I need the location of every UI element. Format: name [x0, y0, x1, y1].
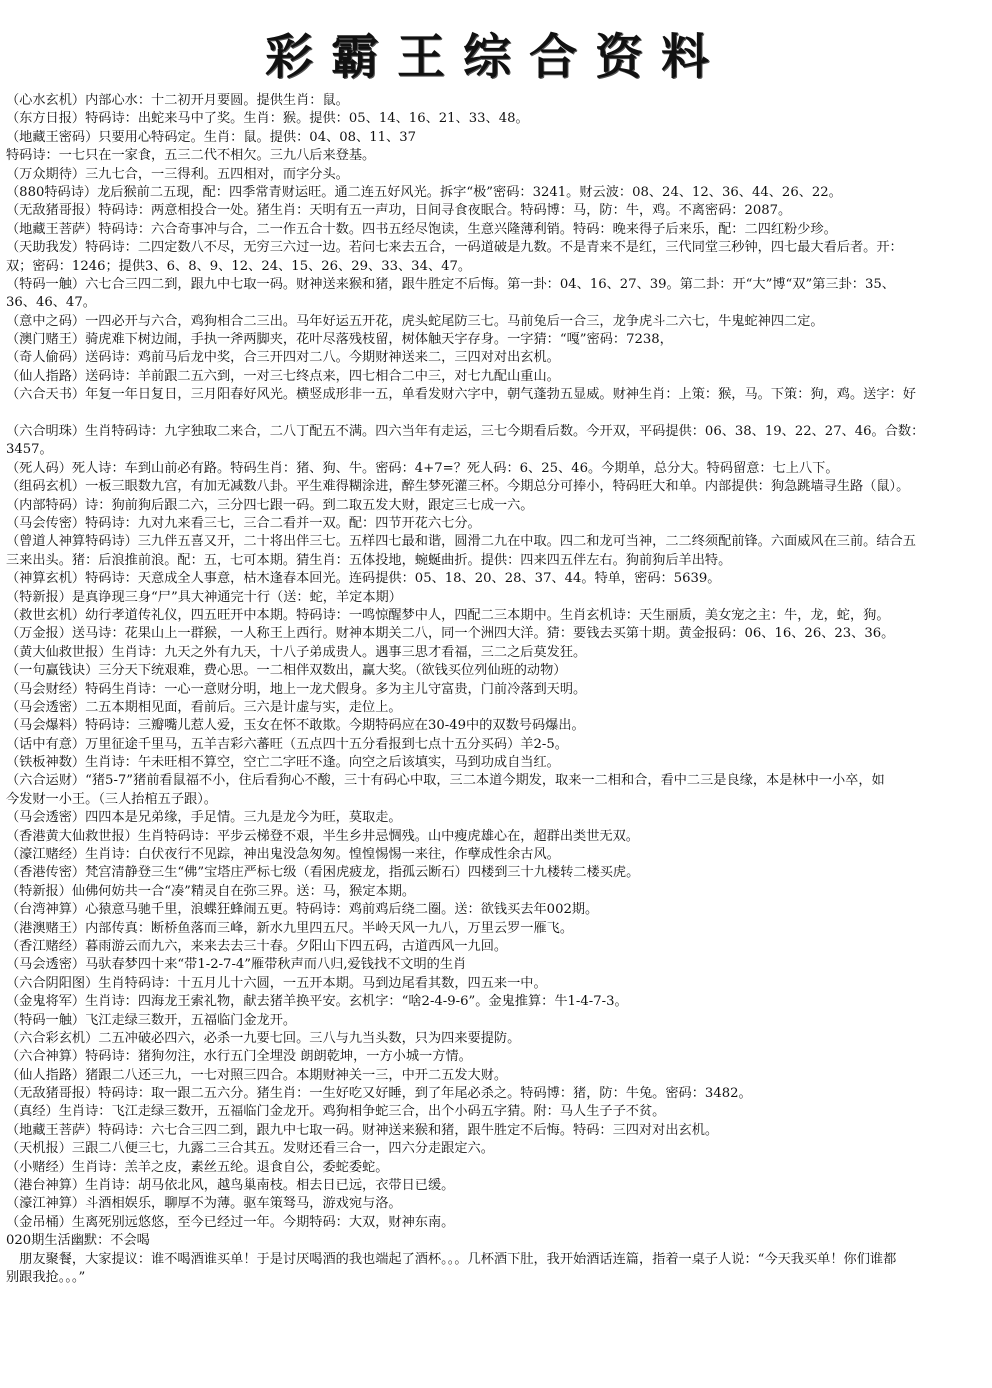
text-line: （六合运财）“猪5-7”猪前看鼠福不小，住后看狗心不酸，三十有码心中取，三二本道今期发，取来一二相和合，看中二三是良缘，本是林中一小卒，如	[6, 773, 885, 789]
text-line: （心水玄机）内部心水：十二初开月要圆。提供生肖：鼠。	[6, 93, 349, 108]
text-line: （港台神算）生肖诗：胡马依北风，越鸟巢南枝。相去日已远，衣带日已缓。	[6, 1178, 455, 1194]
text-line: （天机报）三跟二八便三七，九露二三合其五。发财还看三合一，四六分走跟定六。	[6, 1141, 494, 1157]
text-line: （地藏王菩萨）特码诗：六合奇事冲与合，二一作五合十数。四书五经尽饱读，生意兴隆薄利销。特码：晚来得子后来乐，配：二四红粉少珍。	[6, 221, 837, 237]
text-line: （神算玄机）特码诗：天意成全人事意，枯木逢春本回光。连码提供：05、18、20、28、37、44。特单，密码：5639。	[6, 571, 721, 587]
text-line: （六合彩玄机）二五冲破必四六，必杀一九要七回。三八与九当头数，只为四来要提防。	[6, 1030, 521, 1046]
text-line: （香港传密）梵宫清静登三生“佛”宝塔庄严标七级（看困虎疲龙，指孤云断石）四楼到三十九楼转二楼买虎。	[6, 865, 640, 881]
text-line: 36、46、47。	[6, 295, 96, 311]
text-line: （金吊桶）生离死别远悠悠，至今已经过一年。今期特码：大双，财神东南。	[6, 1214, 455, 1230]
text-line: （仙人指路）送码诗：羊前跟二五六到，一对三七终点来，四七相合二中三，对七九配山重山。	[6, 368, 560, 384]
text-line: （万众期待）三九七合，一三得利。五四相对，而字分头。	[6, 166, 349, 182]
text-line: （地藏王密码）只要用心特码定。生肖：鼠。提供：04、08、11、37	[6, 129, 416, 145]
text-line: （880特码诗）龙后猴前二五现，配：四季常青财运旺。通二连五好风光。拆字“极”密码：3241。财云波：08、24、12、36、44、26、22。	[6, 184, 842, 200]
text-line: （内部特码）诗：狗前狗后跟二六，三分四七跟一码。到二取五发大财，跟定三七成一六。	[6, 497, 534, 513]
text-line: （铁板神数）生肖诗：午未旺相不算空，空亡二字旺不逢。向空之后该填实，马到功成自当红。	[6, 755, 560, 771]
text-line: （救世玄机）幼行孝道传礼仪，四五旺开中本期。特码诗：一鸣惊醒梦中人，四配二三本期中。生肖玄机诗：天生丽质，美女宠之主：牛，龙，蛇，狗。	[6, 607, 890, 623]
text-line: （仙人指路）猪跟二八还三九，一七对照三四合。本期财神关一三，中开二五发大财。	[6, 1067, 508, 1083]
text-line: （马会爆料）特码诗：三瓣嘴儿惹人爱，玉女在怀不敢欺。今期特码应在30-49中的双数号码爆出。	[6, 718, 585, 734]
text-line: （无敌猪哥报）特码诗：两意相投合一处。猪生肖：天明有五一声功，日间寻食夜眠合。特码博：马，防：牛，鸡。不离密码：2087。	[6, 203, 792, 219]
text-line: （无敌猪哥报）特码诗：取一跟二五六分。猪生肖：一生好吃又好睡，到了年尾必杀之。特码博：猪，防：牛兔。密码：3482。	[6, 1086, 752, 1102]
text-line: （金鬼将军）生肖诗：四海龙王索礼物，献去猪羊换平安。玄机字：“啥2-4-9-6”。金鬼推算：牛1-4-7-3。	[6, 994, 628, 1010]
text-line	[6, 405, 986, 423]
text-line: （六合阴阳图）生肖特码诗：十五月儿十六圆，一五开本期。马到边尾看其数，四五来一中。	[6, 975, 547, 991]
text-line: 020期生活幽默：不会喝	[6, 1233, 150, 1249]
text-line: （港澳赌王）内部传真：断桥鱼落而三峰，新水九里四五尺。半岭天风一九八，万里云罗一雁飞。	[6, 920, 574, 936]
text-line: （奇人偷码）送码诗：鸡前马后龙中奖，合三开四对二八。今期财神送来二，三四对对出玄机。	[6, 350, 560, 366]
text-line: 朋友聚餐，大家提议：谁不喝酒谁买单！于是讨厌喝酒的我也端起了酒杯。。。几杯酒下肚，我开始酒话连篇，指着一桌子人说：“今天我买单！你们谁都	[6, 1251, 897, 1267]
text-line: 特码诗：一七只在一家食，五三二代不相欠。三九八后来登基。	[6, 148, 376, 164]
text-line: （特新报）仙佛何妨共一合“凑”精灵自在弥三界。送：马，猴定本期。	[6, 883, 416, 899]
text-line: （马会传密）特码诗：九对九来看三七，三合二看并一双。配：四节开花六七分。	[6, 515, 481, 531]
text-line: （话中有意）万里征途千里马，五羊吉彩六蕃旺（五点四十五分看报到七点十五分买码）羊2-5。	[6, 736, 568, 752]
text-line: （特新报）是真诤现三身“尸”具大神通完十行（送：蛇，羊定本期）	[6, 589, 402, 605]
text-line: （濠江神算）斗酒相娱乐，聊厚不为薄。驱车策驽马，游戏宛与洛。	[6, 1196, 402, 1212]
text-line: （濠江赌经）生肖诗：白伏夜行不见踪，神出鬼没急匆匆。惶惶惕惕一来往，作孽成性余古风。	[6, 847, 560, 863]
text-line: （马会财经）特码生肖诗：一心一意财分明，地上一龙犬假身。多为主儿守富贵，门前冷落到天明。	[6, 681, 587, 697]
text-line: （组码玄机）一板三眼数九宫，有加无减数八卦。平生难得糊涂进，醉生梦死灌三杯。今期总分可捧小，特码旺大和单。内部提供：狗急跳墙寻生路（鼠）。	[6, 479, 910, 495]
text-line: 今发财一小王。（三人抬棺五子跟）。	[6, 791, 217, 807]
text-line: （地藏王菩萨）特码诗：六七合三四二到，跟九中七取一码。财神送来猴和猪，跟牛胜定不后悔。特码：三四对对出玄机。	[6, 1122, 719, 1138]
text-line: 3457。	[6, 442, 53, 458]
text-line: 别跟我抢。。。”	[6, 1270, 86, 1285]
text-line: （六合明珠）生肖特码诗：九字独取二来合，二八丁配五不满。四六当年有走运，三七今期看后数。今开双，平码提供：06、38、19、22、27、46。合数：	[6, 424, 925, 440]
text-line: （万金报）送马诗：花果山上一群猴，一人称王上西行。财神本期关二八，同一个洲四大洋。猜：要钱去买第十期。黄金报码：06、16、26、23、36。	[6, 626, 895, 642]
page-title: 彩霸王综合资料	[264, 29, 727, 85]
text-line: （一句赢钱诀）三分天下统艰难，费心思。一二相伴双数出，赢大奖。（欲钱买位列仙班的动物）	[6, 663, 567, 679]
text-line: （马会透密）马驮春梦四十来“带1-2-7-4”雁带秋声而八归,爱钱找不文明的生肖	[6, 957, 467, 973]
text-line: （小赌经）生肖诗：羔羊之皮，素丝五纶。退食自公，委蛇委蛇。	[6, 1159, 389, 1175]
text-line: （六合神算）特码诗：猪狗勿注，水行五门全埋没 朗朗乾坤，一方小城一方情。	[6, 1049, 472, 1065]
text-line: 双；密码：1246；提供3、6、8、9、12、24、15、26、29、33、34、47。	[6, 258, 472, 274]
text-line: （澳门赌王）骑虎难下树边闹，手执一斧两脚夹，花叶尽落残枝留，树体触天字存身。一字猜：“嘎”密码：7238，	[6, 332, 673, 348]
text-line: （黄大仙救世报）生肖诗：九天之外有九天，十八子弟成贵人。遇事三思才看福，三二之后莫发狂。	[6, 644, 587, 660]
text-line: （死人码）死人诗：车到山前必有路。特码生肖：猪、狗、牛。密码：4+7=？死人码：6、25、46。今期单，总分大。特码留意：七上八下。	[6, 460, 839, 476]
text-line: （特码一触）飞江走绿三数开，五福临门金龙开。	[6, 1012, 297, 1028]
text-line: （台湾神算）心猿意马驰千里，浪蝶狂蜂闹五更。特码诗：鸡前鸡后绕二圈。送：欲钱买去年002期。	[6, 902, 599, 918]
text-line: （马会透密）四四本是兄弟缘，手足情。三九是龙今为旺，莫取走。	[6, 810, 402, 826]
text-line: （六合天书）年复一年日复日，三月阳春好风光。横竖成形非一五，单看发财六字中，朝气蓬勃五显威。财神生肖：上策：猴，马。下策：狗，鸡。送字：好	[6, 387, 916, 403]
text-line: 三来出头。猪：后浪推前浪。配：五，七可本期。猜生肖：五体投地，蜿蜒曲折。提供：四来四五伴左右。狗前狗后羊出特。	[6, 552, 732, 568]
text-line: （香港黄大仙救世报）生肖特码诗：平步云梯登不艰，半生乡井忌惆残。山中瘦虎雄心在，超群出类世无双。	[6, 828, 639, 844]
content-lines	[6, 92, 986, 1287]
text-line: （特码一触）六七合三四二到，跟九中七取一码。财神送来猴和猪，跟牛胜定不后悔。第一卦：04、16、27、39。第二卦：开“大”博“双”第三卦：35、	[6, 276, 895, 292]
text-line: （曾道人神算特码诗）三九伴五喜又开，二十将出伴三七。五样四七最和谐，圆滑二九在中取。四二和龙可当神，二二终须配前锋。六面威风在三前。结合五	[6, 534, 916, 550]
text-line: （马会透密）二五本期相见面，看前后。三六是计虚与实，走位上。	[6, 699, 402, 715]
text-line: （真经）生肖诗：飞江走绿三数开，五福临门金龙开。鸡狗相争蛇三合，出个小码五字猜。附：马人生子子不贫。	[6, 1104, 666, 1120]
text-line: （香江赌经）暮雨游云而九六，来来去去三十春。夕阳山下四五码，古道西风一九回。	[6, 938, 508, 954]
text-line: （天助我发）特码诗：二四定数八不尽，无穷三六过一边。若问七来去五合，一码道破是九数。不是青来不是红，三代同堂三秒钟，四七最大看后者。开：	[6, 240, 903, 256]
text-line: （东方日报）特码诗：出蛇来马中了奖。生肖：猴。提供：05、14、16、21、33、48。	[6, 111, 529, 127]
text-line: （意中之码）一四必开与六合，鸡狗相合二三出。马年好运五开花，虎头蛇尾防三七。马前兔后一合三，龙争虎斗二六七，牛鬼蛇神四二定。	[6, 313, 824, 329]
